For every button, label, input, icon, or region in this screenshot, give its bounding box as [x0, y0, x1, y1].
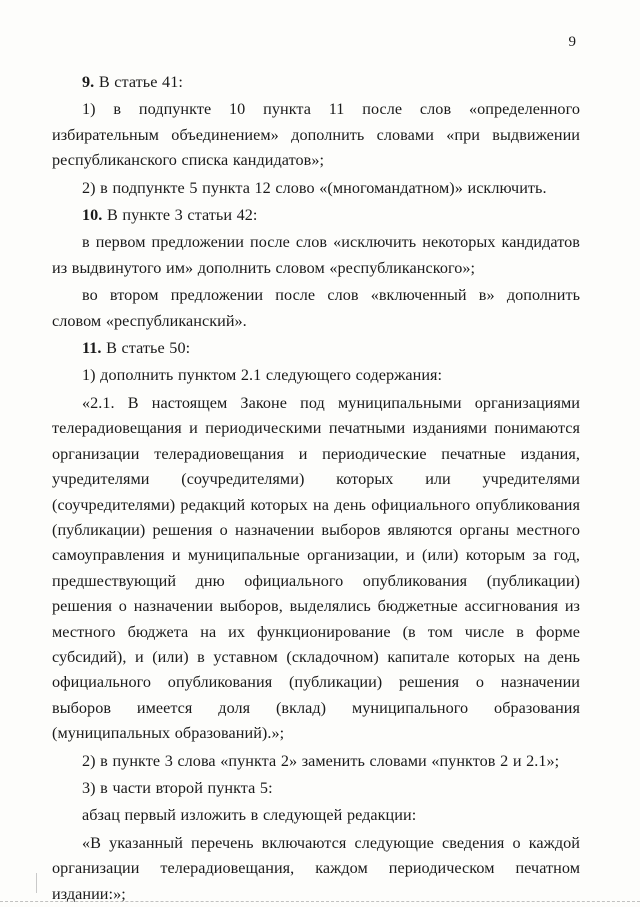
- document-body: [52, 70, 580, 907]
- paragraph-text: во втором предложении после слов «включенный в» дополнить словом «республиканский».: [52, 286, 580, 330]
- paragraph: [52, 749, 580, 774]
- paragraph: [52, 230, 580, 281]
- item-number: 9.: [82, 73, 95, 91]
- paragraph-article-42: [52, 203, 580, 228]
- paragraph-text: 1) в подпункте 10 пункта 11 после слов «определенного избирательным объединением» дополнить словами «при выдвижении республиканского списка кандидатов»;: [52, 100, 580, 170]
- paragraph: [52, 283, 580, 334]
- paragraph-text: 3) в части второй пункта 5:: [82, 778, 273, 797]
- paragraph-text: «2.1. В настоящем Законе под муниципальными организациями телерадиовещания и периодическими печатными изданиями понимаются организации телерадиовещания и периодические печатные издания, учредителями (соучредителями) которых или учредителями (соучредителями) редакций которых на день официального опубликования (публикации) решения о назначении выборов являются органы местного самоуправления и муниципальные организации, и (или) которым за год, предшествующий дню официального опубликования (публикации) решения о назначении выборов, выделялись бюджетные ассигнования из местного бюджета на их функционирование (в том числе в форме субсидий), и (или) в уставном (складочном) капитале которых на день официального опубликования (публикации) решения о назначении выборов имеется доля (вклад) муниципального образования (муниципальных образований).»;: [52, 393, 580, 743]
- paragraph-text: в первом предложении после слов «исключить некоторых кандидатов из выдвинутого им» дополнить словом «республиканского»;: [52, 233, 580, 277]
- paragraph: [52, 97, 580, 173]
- paragraph: [52, 776, 580, 801]
- paragraph-text: В пункте 3 статьи 42:: [102, 206, 258, 225]
- paragraph: [52, 831, 580, 907]
- paragraph-definition-2-1: [52, 391, 580, 747]
- paragraph-text: абзац первый изложить в следующей редакции:: [82, 806, 417, 825]
- item-number: 11.: [82, 339, 102, 358]
- paragraph: [52, 803, 580, 828]
- paragraph-text: 2) в подпункте 5 пункта 12 слово «(многомандатном)» исключить.: [82, 178, 547, 197]
- paragraph-article-41: [52, 70, 580, 95]
- scan-bottom-edge: [0, 901, 640, 903]
- paragraph-article-50: [52, 336, 580, 361]
- paragraph-text: В статье 50:: [101, 339, 191, 358]
- item-number: 10.: [82, 206, 103, 225]
- paragraph: [52, 176, 580, 201]
- paragraph-text: 1) дополнить пунктом 2.1 следующего содержания:: [82, 366, 443, 385]
- page-number: 9: [568, 34, 576, 50]
- paragraph-text: «В указанный перечень включаются следующие сведения о каждой организации телерадиовещания, каждом периодическом печатном издании:»;: [52, 833, 580, 903]
- scan-margin-mark: [36, 873, 37, 893]
- paragraph: [52, 363, 580, 388]
- paragraph-text: В статье 41:: [94, 73, 183, 91]
- paragraph-text: 2) в пункте 3 слова «пункта 2» заменить словами «пунктов 2 и 2.1»;: [82, 751, 560, 770]
